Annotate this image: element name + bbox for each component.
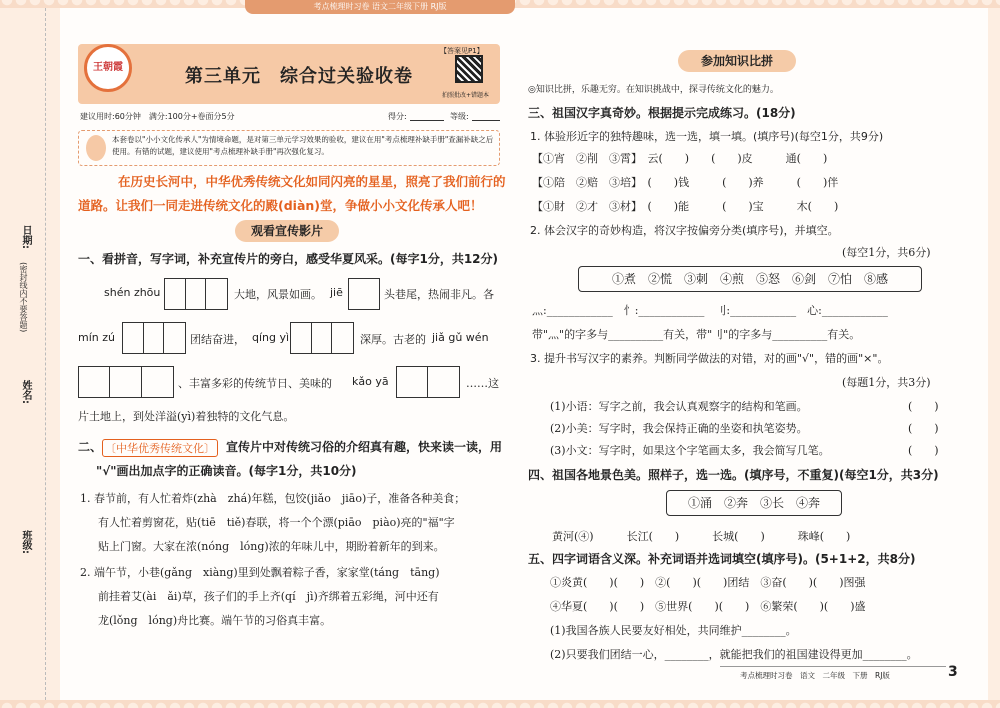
pinyin-shenzhou: shén zhōu <box>104 286 161 299</box>
q3-3-paren3[interactable]: ( ) <box>908 444 939 457</box>
name-label: 姓名: <box>20 380 31 404</box>
q4-title: 四、祖国各地景色美。照样子，选一选。(填序号，不重复)(每空1分，共3分) <box>528 468 939 482</box>
grade-label: 等级: <box>450 112 469 121</box>
write-grid-qingyi[interactable] <box>290 322 354 354</box>
date-label: 日期: <box>20 225 31 249</box>
q1-text-5: 、丰富多彩的传统节日、美味的 <box>178 377 332 390</box>
write-grid-jie[interactable] <box>348 278 380 310</box>
top-bar: 考点梳理时习卷 语文二年级下册 RJ版 <box>245 0 515 14</box>
q2-title-b: 宣传片中对传统习俗的介绍真有趣，快来读一读，用 <box>226 440 503 454</box>
q2-item2-line3: 龙(lǒng lóng)舟比赛。端午节的习俗真丰富。 <box>98 614 332 627</box>
q3-1-title: 1. 体验形近字的独特趣味，选一选，填一填。(填序号)(每空1分，共9分) <box>530 130 884 143</box>
answer-ref: 【答案见P1】 <box>440 47 484 55</box>
write-grid-jiaguwen[interactable] <box>78 366 174 398</box>
seal-note: (密封线内不要答题) <box>19 262 28 333</box>
q3-3-score: (每题1分，共3分) <box>842 376 931 389</box>
q3-3-paren1[interactable]: ( ) <box>908 400 939 413</box>
q3-2-char-box: ①煮 ②慌 ③刺 ④煎 ⑤怒 ⑥剑 ⑦怕 ⑧感 <box>578 266 922 292</box>
q4-char-box: ①涌 ②奔 ③长 ④奔 <box>666 490 842 516</box>
q3-3-paren2[interactable]: ( ) <box>908 422 939 435</box>
q1-text-1: 大地，风景如画。 <box>234 288 322 301</box>
q2-item2-line2: 前挂着艾(ài ǎi)草，孩子们的手上齐(qí jì)齐绑着五彩绳，河中还有 <box>98 590 439 603</box>
q3-3-item3: (3)小文：写字时，如果这个字笔画太多，我会简写几笔。 <box>550 444 830 457</box>
q1-text-2: 头巷尾，热闹非凡。各 <box>384 288 494 301</box>
q5-row1: ①炎黄( )( ) ②( )( )团结 ③奋( )( )图强 <box>550 576 866 589</box>
mascot-icon <box>86 135 106 161</box>
quiz-intro: ◎知识比拼，乐趣无穷。在知识挑战中，探寻传统文化的魅力。 <box>528 85 779 95</box>
q2-item1-line2: 有人忙着剪窗花，贴(tiē tiě)春联，将一个个漂(piāo piào)亮的"福"字 <box>98 516 455 529</box>
q4-row: 黄河(④) 长江( ) 长城( ) 珠峰( ) <box>552 530 851 543</box>
page-title: 第三单元 综合过关验收卷 <box>185 66 413 87</box>
pinyin-minzu: mín zú <box>78 331 115 344</box>
pinyin-jie: jiē <box>330 286 343 299</box>
q2-title-c: "√"画出加点字的正确读音。(每字1分，共10分) <box>96 464 357 478</box>
q3-2-score: (每空1分，共6分) <box>842 246 931 259</box>
q3-2-title: 2. 体会汉字的奇妙构造，将汉字按偏旁分类(填序号)，并填空。 <box>530 224 839 237</box>
q3-title: 三、祖国汉字真奇妙。根据提示完成练习。(18分) <box>528 106 796 120</box>
note-text: 本套卷以"小小文化传承人"为情境命题，是对第三单元学习效果的验收，建议在用"考点梳理补缺手册"查漏补缺之后使用。有错的试题，建议使用"考点梳理补缺手册"再次强化复习。 <box>112 135 494 156</box>
q2-item2-line1: 2. 端午节，小巷(gǎng xiàng)里到处飘着粽子香，家家堂(táng tāng) <box>80 566 440 579</box>
write-grid-kaoya[interactable] <box>396 366 460 398</box>
footer-rule <box>720 666 946 667</box>
q1-text-6: ……这 <box>466 377 499 390</box>
score-blank <box>410 120 444 121</box>
q3-1-row1: 【①宵 ②削 ③霄】 云( ) ( )皮 通( ) <box>532 152 828 165</box>
write-grid-shenzhou[interactable] <box>164 278 228 310</box>
section-video: 观看宣传影片 <box>235 220 339 242</box>
seal-line <box>45 8 46 700</box>
q2-tag: 〔中华优秀传统文化〕 <box>102 439 218 457</box>
q5-sentence2: (2)只要我们团结一心，________，就能把我们的祖国建设得更加________。 <box>550 648 918 661</box>
q2-item1-line1: 1. 春节前，有人忙着炸(zhà zhá)年糕，包饺(jiǎo jiāo)子，准备各种美食； <box>80 492 466 505</box>
q2-title-a: 二、 <box>78 440 103 454</box>
q3-2-radicals: 灬:____________ 忄:____________ 刂:____________ 心:____________ <box>532 304 888 317</box>
q3-3-title: 3. 提升书写汉字的素养。判断同学做法的对错，对的画"√"，错的画"×"。 <box>530 352 889 365</box>
pinyin-qingyi: qíng yì <box>252 331 290 344</box>
time-limit: 建议用时:60分钟 满分:100分+卷面分5分 <box>80 112 235 121</box>
pinyin-kaoya: kǎo yā <box>352 375 389 388</box>
class-label: 班级: <box>20 530 31 554</box>
footer-text: 考点梳理时习卷 语文 二年级 下册 RJ版 <box>740 671 890 680</box>
q3-2-fill: 带"灬"的字多与__________有关，带"刂"的字多与__________有关。 <box>532 328 861 341</box>
score-label: 得分: <box>388 112 407 121</box>
bottom-scallop-border <box>0 700 1000 708</box>
section-quiz: 参加知识比拼 <box>678 50 796 72</box>
q5-sentence1: (1)我国各族人民要友好相处，共同维护________。 <box>550 624 797 637</box>
intro-line-2: 道路。让我们一同走进传统文化的殿(diàn)堂，争做小小文化传承人吧！ <box>78 198 483 213</box>
q5-title: 五、四字词语含义深。补充词语并选词填空(填序号)。(5+1+2，共8分) <box>528 552 916 566</box>
q3-1-row3: 【①財 ②才 ③材】 ( )能 ( )宝 木( ) <box>532 200 839 213</box>
q1-text-7: 片土地上，到处洋溢(yì)着独特的文化气息。 <box>78 410 295 423</box>
brand-logo: 王朝霞 <box>84 44 132 92</box>
qr-code-icon[interactable] <box>455 55 483 83</box>
q5-row2: ④华夏( )( ) ⑤世界( )( ) ⑥繁荣( )( )盛 <box>550 600 866 613</box>
write-grid-minzu[interactable] <box>122 322 186 354</box>
q3-3-item2: (2)小美：写字时，我会保持正确的坐姿和执笔姿势。 <box>550 422 808 435</box>
q3-1-row2: 【①陪 ②赔 ③培】 ( )钱 ( )养 ( )伴 <box>532 176 839 189</box>
q1-title: 一、看拼音，写字词，补充宣传片的旁白，感受华夏风采。(每字1分，共12分) <box>78 252 499 266</box>
pinyin-jiaguwen: jiǎ gǔ wén <box>432 331 489 344</box>
grade-blank <box>472 120 500 121</box>
intro-line-1: 在历史长河中，中华优秀传统文化如同闪亮的星星，照亮了我们前行的 <box>118 174 506 189</box>
page-number: 3 <box>948 664 958 680</box>
q2-item1-line3: 贴上门窗。大家在浓(nóng lóng)浓的年味儿中，期盼着新年的到来。 <box>98 540 445 553</box>
q3-3-item1: (1)小语：写字之前，我会认真观察字的结构和笔画。 <box>550 400 808 413</box>
qr-caption: 拍照批改+错题本 <box>442 92 490 99</box>
q1-text-3: 团结奋进， <box>190 333 245 346</box>
q1-text-4: 深厚。古老的 <box>360 333 426 346</box>
